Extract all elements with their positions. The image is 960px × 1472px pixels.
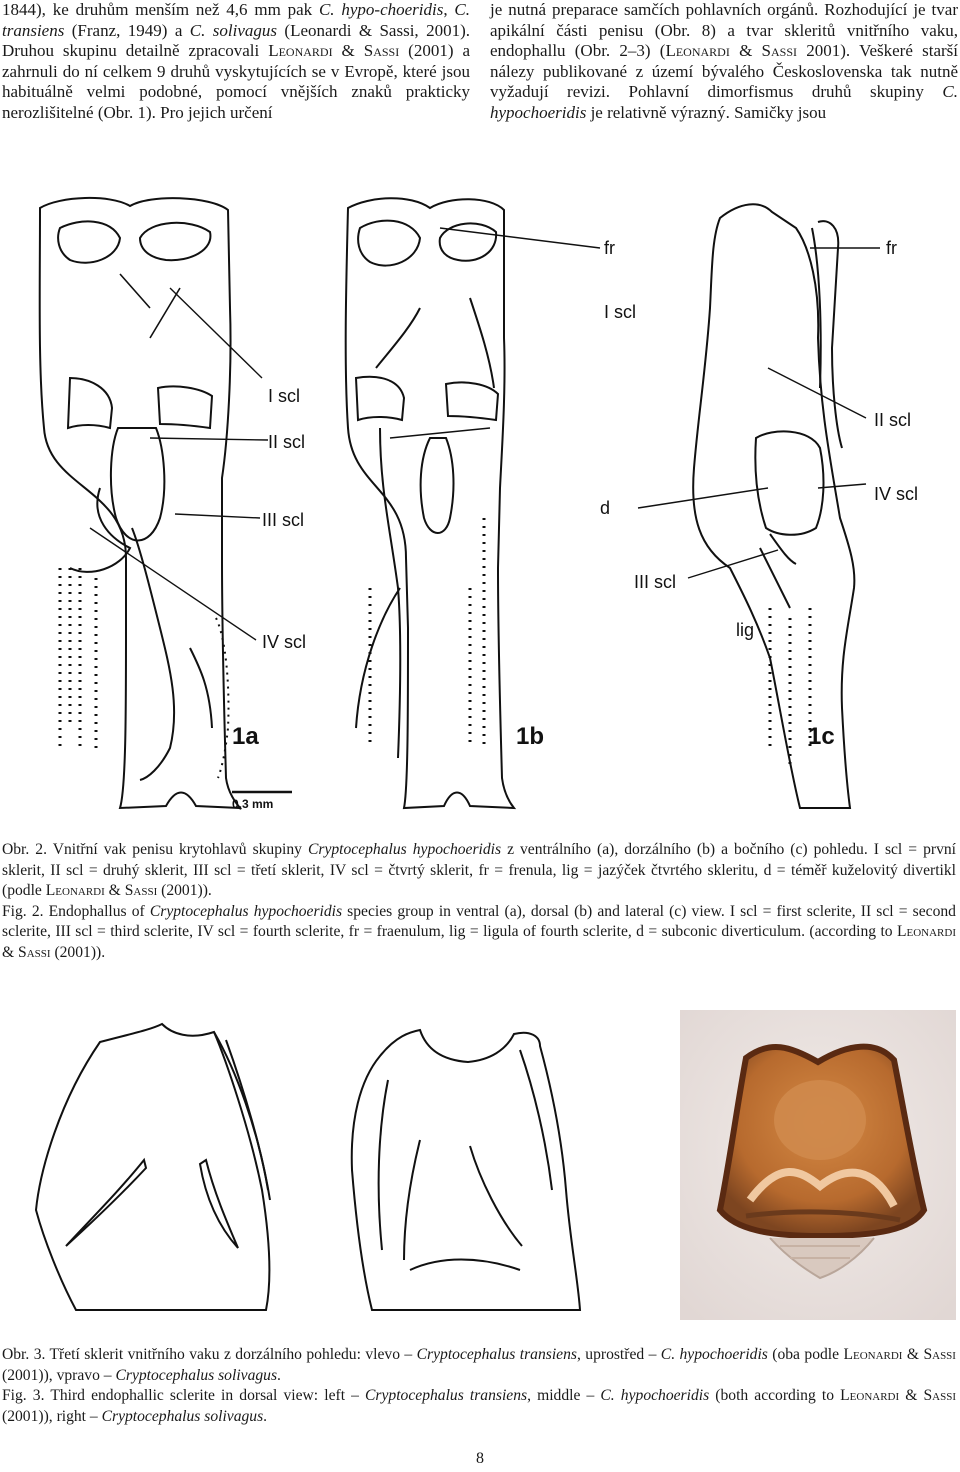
- label-iiscl-a: II scl: [268, 432, 306, 452]
- figure-3-caption-cz: Obr. 3. Třetí sklerit vnitřního vaku z dorzálního pohledu: vlevo – Cryptocephalus transiens, uprostřed – C. hypochoeridis (oba podle Leonardi & Sassi (2001)), vpravo – Cryptocephalus solivagus.: [2, 1346, 956, 1384]
- sclerite-transiens-drawing: [36, 1024, 270, 1310]
- page-number: 8: [476, 1450, 484, 1467]
- figure-2-caption-cz: Obr. 2. Vnitřní vak penisu krytohlavů skupiny Cryptocephalus hypochoeridis z ventrálního (a), dorzálního (b) a bočního (c) pohledu. I scl = první sklerit, II scl = druhý sklerit, III scl = třetí sklerit, IV scl = čtvrtý sklerit, fr = frenula, lig = jazýček čtvrtého skleritu, d = téměř kuželovitý divertikl (podle Leonardi & Sassi (2001)).: [2, 841, 956, 899]
- label-iscl-a: I scl: [268, 386, 301, 406]
- label-fr-b: fr: [604, 238, 615, 258]
- figure-2-drawings: [0, 188, 960, 828]
- label-fr-c: fr: [886, 238, 897, 258]
- figure-2-caption: [2, 840, 956, 963]
- photo-svg: [680, 1010, 956, 1320]
- figure-2-caption-en: Fig. 2. Endophallus of Cryptocephalus hypochoeridis species group in ventral (a), dorsal (b) and lateral (c) view. I scl = first sclerite, II scl = second sclerite, III scl = third sclerite, IV scl = fourth sclerite, fr = fraenulum, lig = ligula of fourth sclerite, d = subconic diverticulum. (according to Leonardi & Sassi (2001)).: [2, 902, 956, 961]
- body-text-right-column: [490, 0, 958, 124]
- sclerite-hypochoeridis-drawing: [352, 1030, 580, 1310]
- figure-3-caption-en: Fig. 3. Third endophallic sclerite in dorsal view: left – Cryptocephalus transiens, middle – C. hypochoeridis (both according to Leonardi & Sassi (2001)), right – Cryptocephalus solivagus.: [2, 1387, 957, 1425]
- label-panel-1b: 1b: [516, 723, 545, 750]
- label-panel-1c: 1c: [808, 723, 835, 750]
- figure-3-drawings: [0, 1020, 660, 1320]
- label-lig-c: lig: [736, 620, 755, 640]
- panel-1a-drawing: [40, 198, 268, 808]
- figure-2-svg: [0, 188, 960, 828]
- label-scale: 0,3 mm: [232, 797, 274, 811]
- label-d-c: d: [600, 498, 611, 518]
- label-iiiscl-c: III scl: [634, 572, 677, 592]
- panel-1b-drawing: [346, 198, 600, 808]
- label-iscl-b: I scl: [604, 302, 637, 322]
- panel-1c-drawing: [638, 204, 880, 808]
- label-ivscl-a: IV scl: [262, 632, 307, 652]
- label-iiscl-c: II scl: [874, 410, 912, 430]
- label-panel-1a: 1a: [232, 723, 259, 750]
- figure-3-caption: [2, 1345, 956, 1427]
- label-iiiscl-a: III scl: [262, 510, 305, 530]
- paragraph-right: je nutná preparace samčích pohlavních orgánů. Rozhodující je tvar apikální části penisu (Obr. 8) a tvar skleritů vnitřního vaku, endophallu (Obr. 2–3) (Leonardi & Sassi 2001). Veškeré starší nálezy publikované z území bývalého Československa tak nutně vyžadují revizi. Pohlavní dimorfismus druhů skupiny C. hypochoeridis je relativně výrazný. Samičky jsou: [490, 0, 958, 122]
- label-ivscl-c: IV scl: [874, 484, 919, 504]
- paragraph-left: 1844), ke druhům menším než 4,6 mm pak C. hypo-choeridis, C. transiens (Franz, 1949) a C. solivagus (Leonardi & Sassi, 2001). Druhou skupinu detailně zpracovali Leonardi & Sassi (2001) a zahrnuli do ní celkem 9 druhů vyskytujících se v Evropě, které jsou habituálně velmi podobné, pomocí vnějších znaků prakticky nerozlišitelné (Obr. 1). Pro jejich určení: [2, 0, 471, 122]
- figure-3-svg: [0, 1020, 660, 1320]
- sclerite-photo-solivagus: [680, 1010, 956, 1320]
- body-text-left-column: [2, 0, 470, 124]
